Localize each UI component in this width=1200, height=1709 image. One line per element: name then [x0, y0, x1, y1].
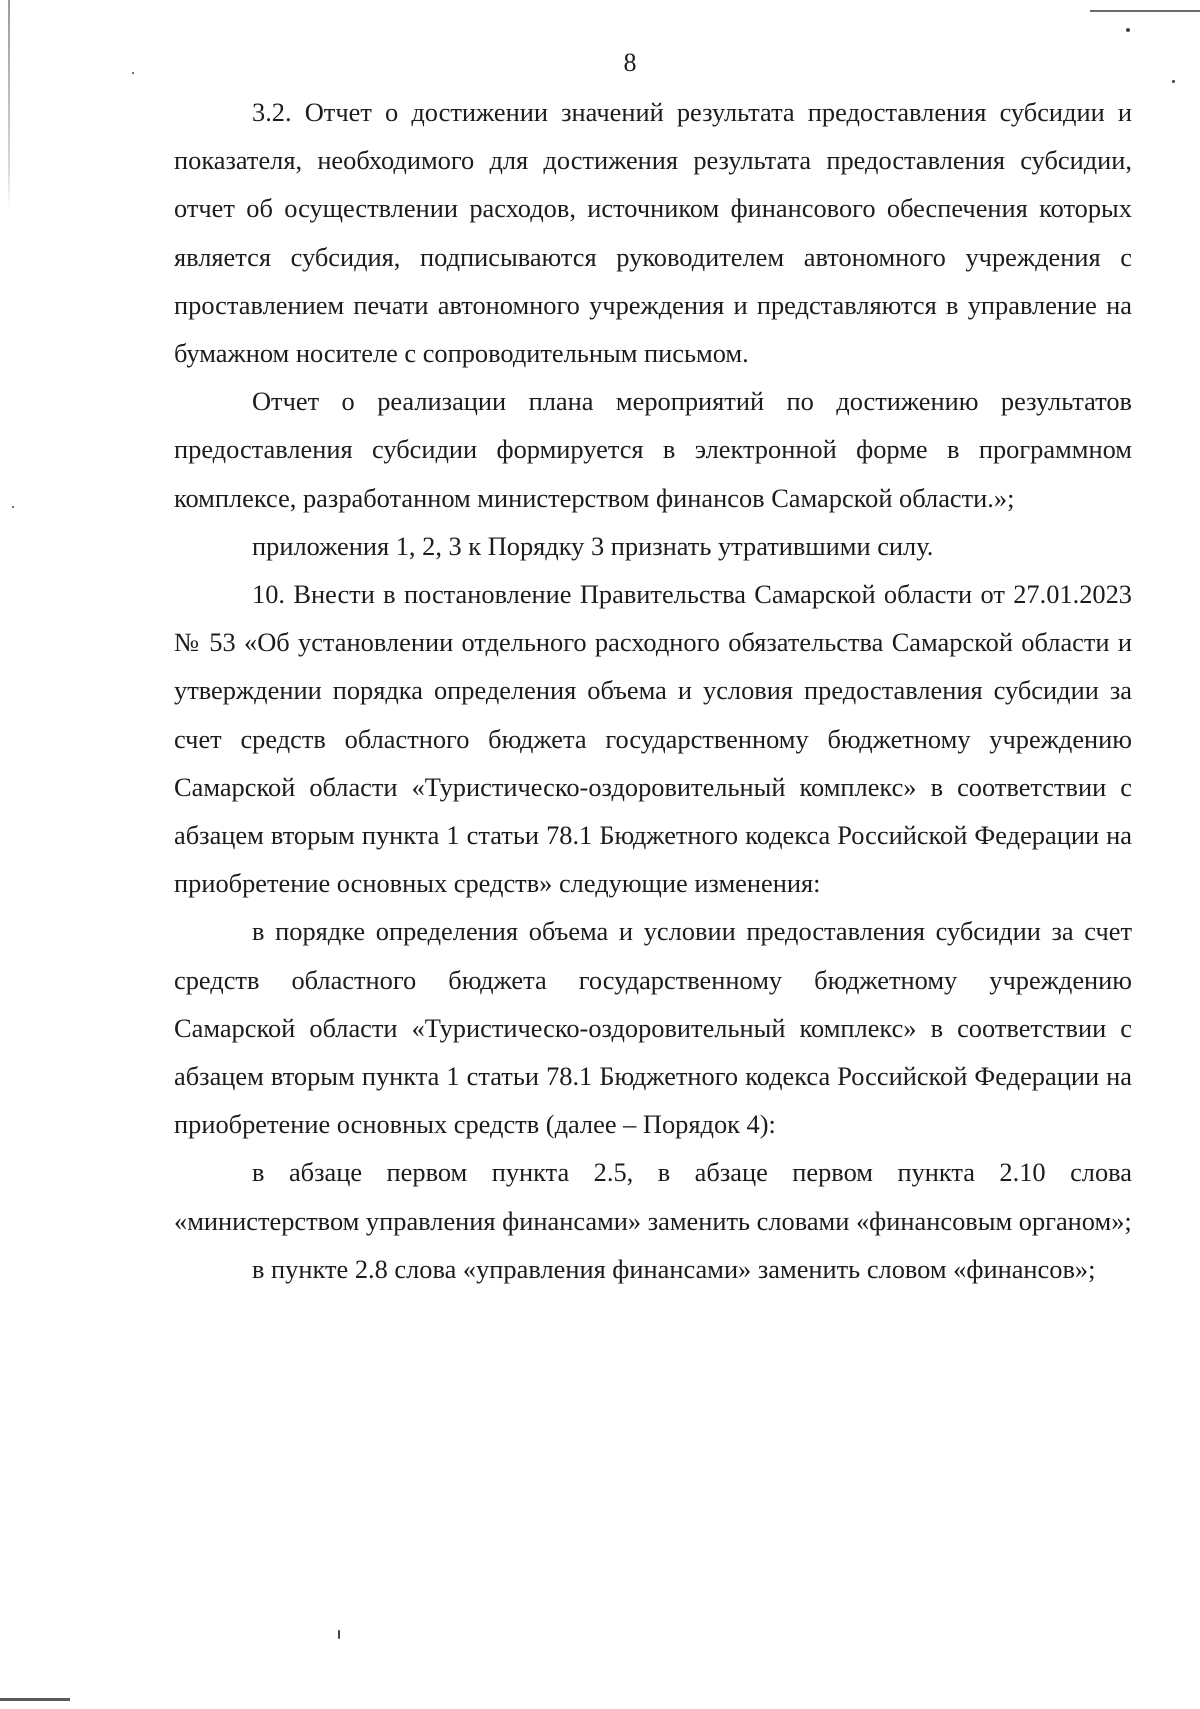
paragraph: 10. Внести в постановление Правительства Самарской области от 27.01.2023 № 53 «Об установлении отдельного расходного обязательства Самарской области и утверждении порядка определения объема и условия предоставления субсидии за счет средств областного бюджета государственному бюджетному учреждению Самарской области «Туристическо-оздоровительный комплекс» в соответствии с абзацем вторым пункта 1 статьи 78.1 Бюджетного кодекса Российской Федерации на приобретение основных средств» следующие изменения: [174, 579, 1132, 899]
paragraph: 3.2. Отчет о достижении значений результата предоставления субсидии и показателя, необходимого для достижения результата предоставления субсидии, отчет об осуществлении расходов, источником финансового обеспечения которых является субсидия, подписываются руководителем автономного учреждения с проставлением печати автономного учреждения и представляются в управление на бумажном носителе с сопроводительным письмом. [174, 97, 1132, 369]
scan-speck [1172, 80, 1175, 83]
scan-edge-shadow [8, 0, 10, 210]
scan-speck [1126, 28, 1130, 32]
scan-edge-mark [1090, 10, 1200, 12]
scan-edge-mark [0, 1698, 70, 1701]
paragraph: в порядке определения объема и условии предоставления субсидии за счет средств областного бюджета государственному бюджетному учреждению Самарской области «Туристическо-оздоровительный комплекс» в соответствии с абзацем вторым пункта 1 статьи 78.1 Бюджетного кодекса Российской Федерации на приобретение основных средств (далее – Порядок 4): [174, 916, 1132, 1140]
scan-speck [338, 1630, 340, 1639]
scan-speck [12, 506, 14, 508]
paragraph: Отчет о реализации плана мероприятий по достижению результатов предоставления субсидии формируется в электронной форме в программном комплексе, разработанном министерством финансов Самарской области.»; [174, 386, 1132, 513]
paragraph: в пункте 2.8 слова «управления финансами» заменить словом «финансов»; [252, 1253, 1096, 1284]
paragraph: приложения 1, 2, 3 к Порядку 3 признать утратившими силу. [252, 530, 934, 561]
page-number: 8 [623, 48, 637, 77]
paragraph: в абзаце первом пункта 2.5, в абзаце первом пункта 2.10 слова «министерством управления финансами» заменить словами «финансовым органом»; [174, 1157, 1132, 1236]
document-body [174, 88, 1132, 1293]
